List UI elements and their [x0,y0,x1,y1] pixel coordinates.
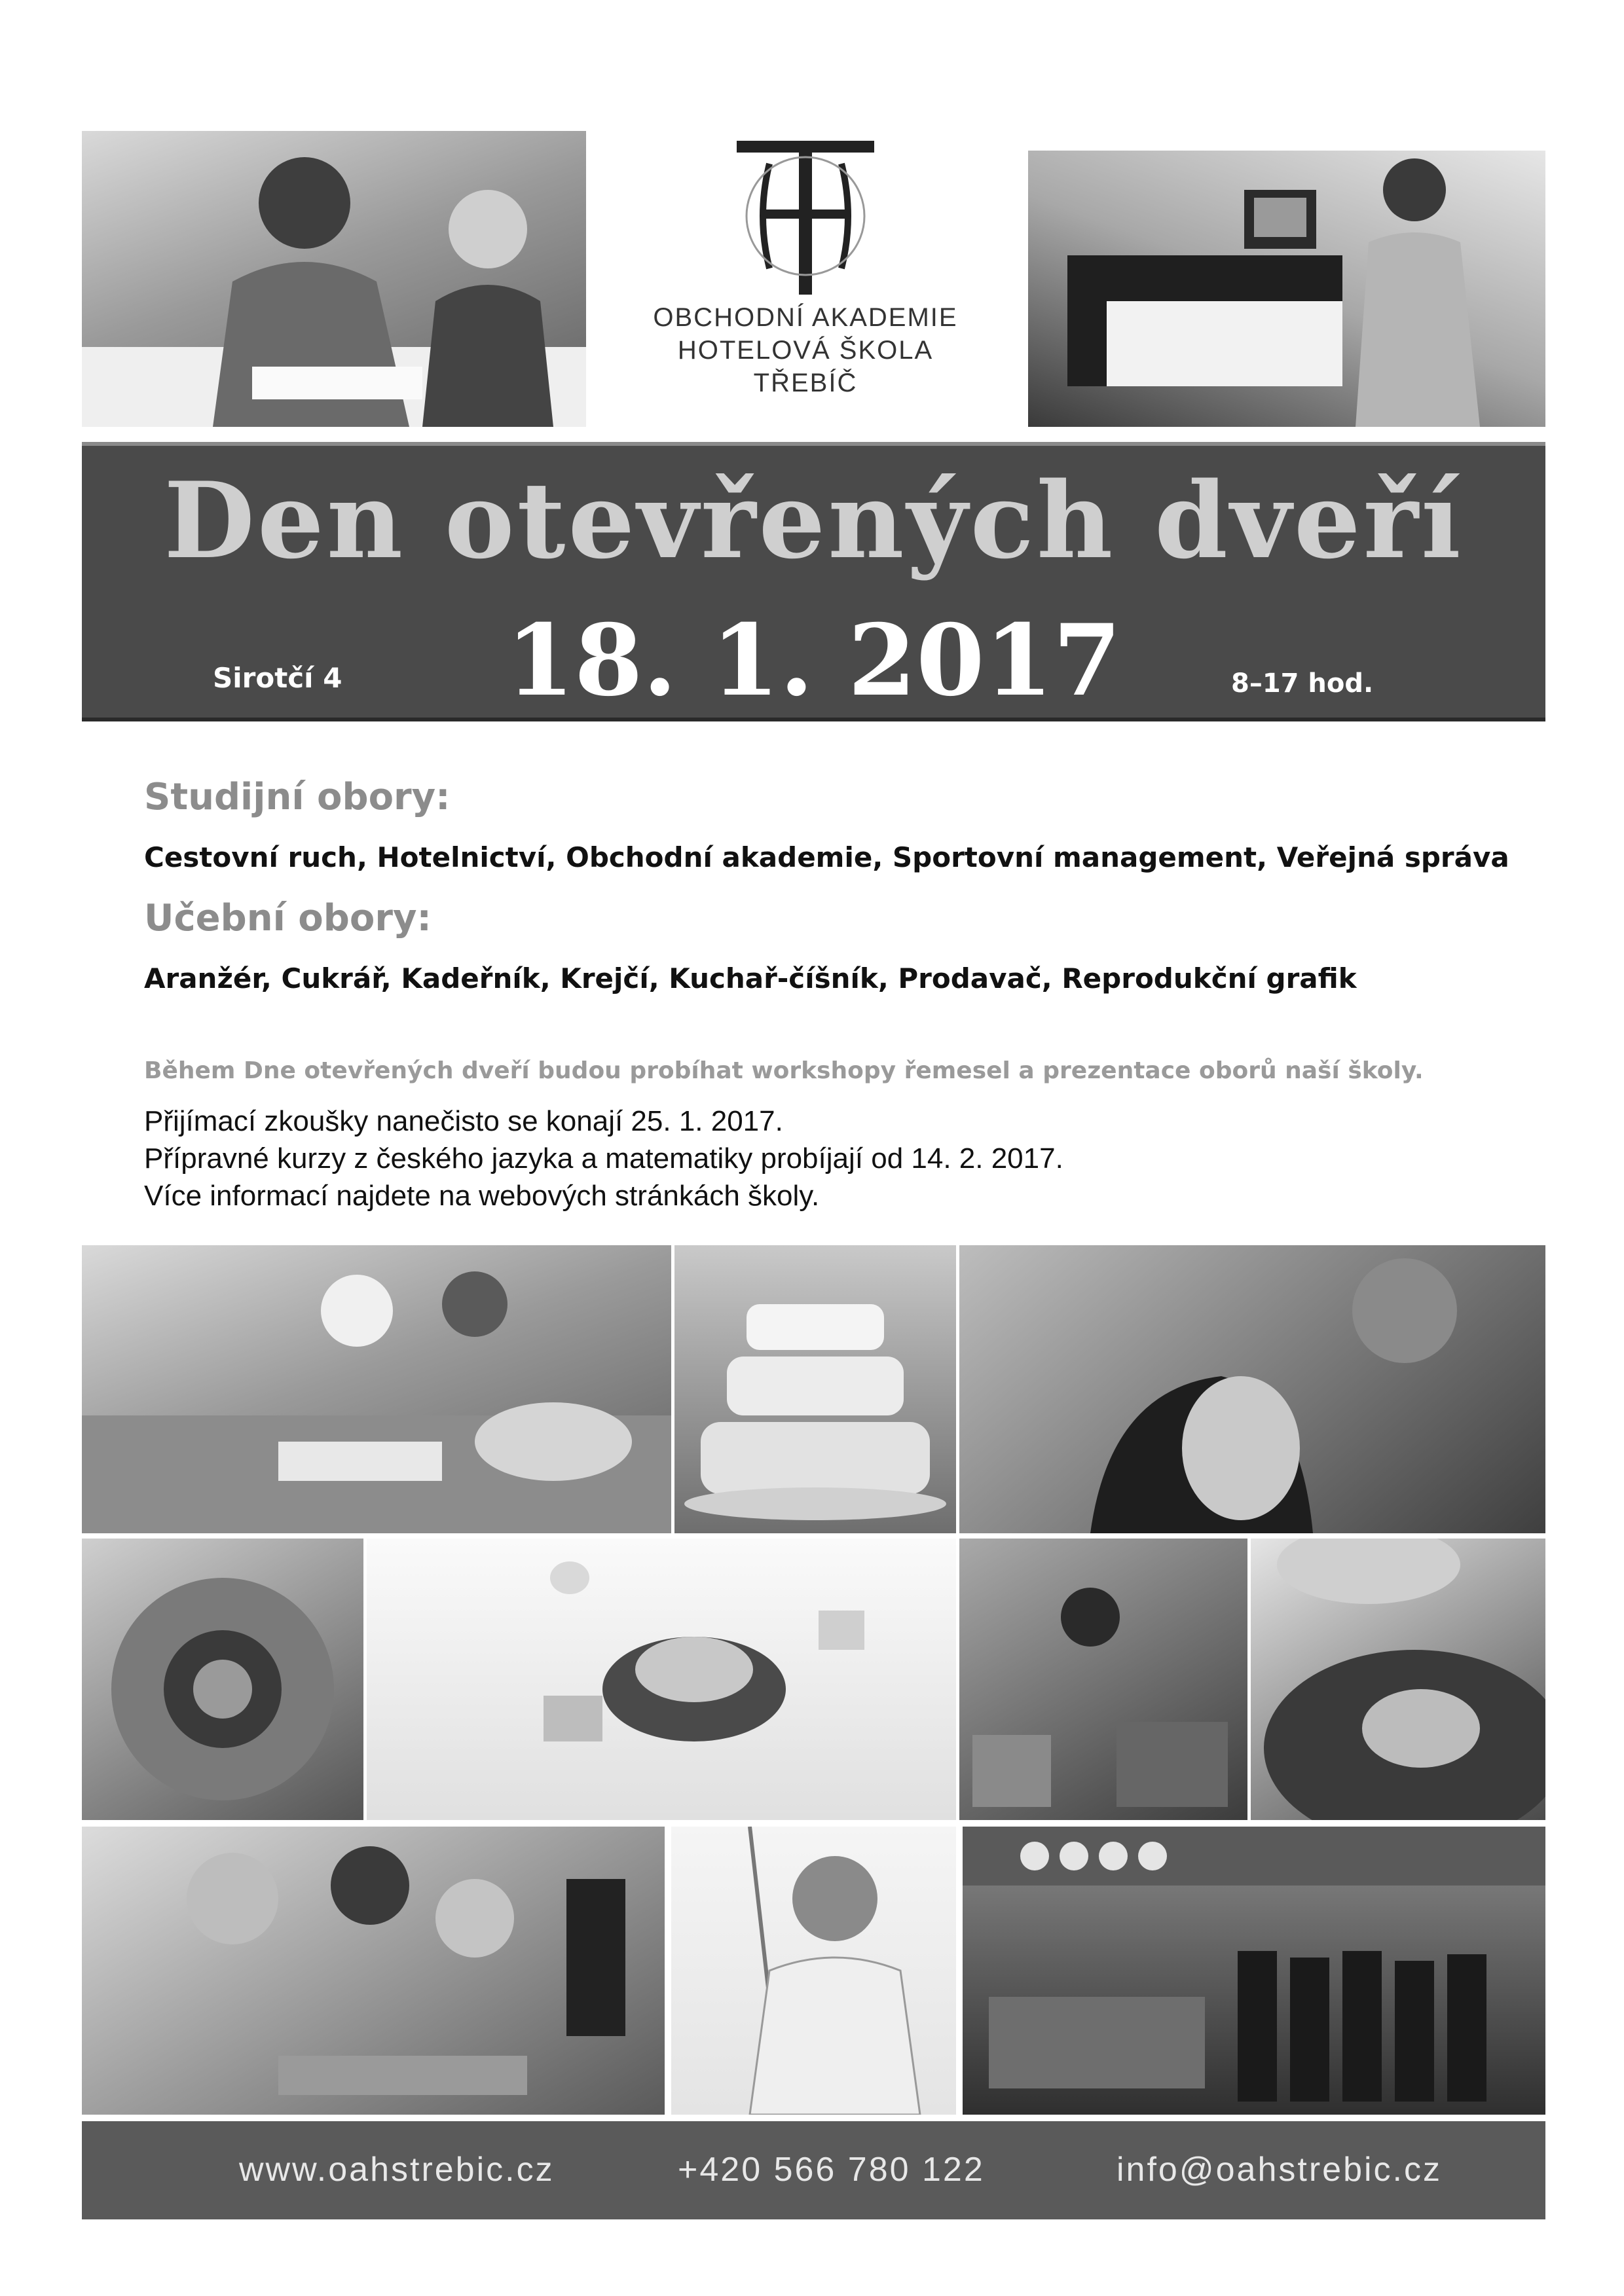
study-fields-heading: Studijní obory: [144,776,451,818]
entrance-exam-info: Přijímací zkoušky nanečisto se konají 25. 1. 2017. [144,1105,783,1137]
photo-cooks-in-kitchen [82,1245,671,1533]
more-info-line: Více informací najdete na webových stránkách školy. [144,1180,820,1212]
apprentice-fields-list: Aranžér, Cukrář, Kadeřník, Krejčí, Kuchař-číšník, Prodavač, Reprodukční grafik [144,962,1357,994]
photo-hotel-reception-staff [963,1827,1545,2115]
school-name-line-2: HOTELOVÁ ŠKOLA [677,336,934,365]
photo-fruit-carving [1251,1539,1545,1820]
banner-address: Sirotčí 4 [213,662,342,694]
contact-footer [82,2121,1545,2219]
photo-wedding-cake [674,1245,956,1533]
header-photo-printer-student [1028,151,1545,427]
footer-website-link[interactable]: www.oahstrebic.cz [239,2151,555,2189]
open-day-banner [82,442,1545,721]
photo-javelin-athlete [671,1827,956,2115]
header-photo-students-writing [82,131,586,427]
photo-carved-melon [82,1539,363,1820]
school-name-line-1: OBCHODNÍ AKADEMIE [653,303,958,332]
school-name-line-3: TŘEBÍČ [753,369,858,397]
apprentice-fields-heading: Učební obory: [144,897,432,939]
banner-title: Den otevřených dveří [164,459,1464,582]
study-fields-list: Cestovní ruch, Hotelnictví, Obchodní akademie, Sportovní management, Veřejná správa [144,841,1509,873]
photo-decorations-workshop [959,1539,1247,1820]
photo-students-at-computers [82,1827,665,2115]
footer-phone[interactable]: +420 566 780 122 [678,2151,985,2189]
banner-hours: 8–17 hod. [1231,668,1374,699]
workshop-note: Během Dne otevřených dveří budou probíhat workshopy řemesel a prezentace oborů naší školy. [144,1057,1424,1084]
footer-email-link[interactable]: info@oahstrebic.cz [1116,2151,1442,2189]
preparatory-courses-info: Přípravné kurzy z českého jazyka a matematiky probíjají od 14. 2. 2017. [144,1142,1063,1175]
photo-hairdresser [959,1245,1545,1533]
photo-plated-dessert [367,1539,956,1820]
school-monogram-icon [730,137,881,301]
school-logo [622,137,989,426]
banner-date: 18. 1. 2017 [506,603,1122,718]
